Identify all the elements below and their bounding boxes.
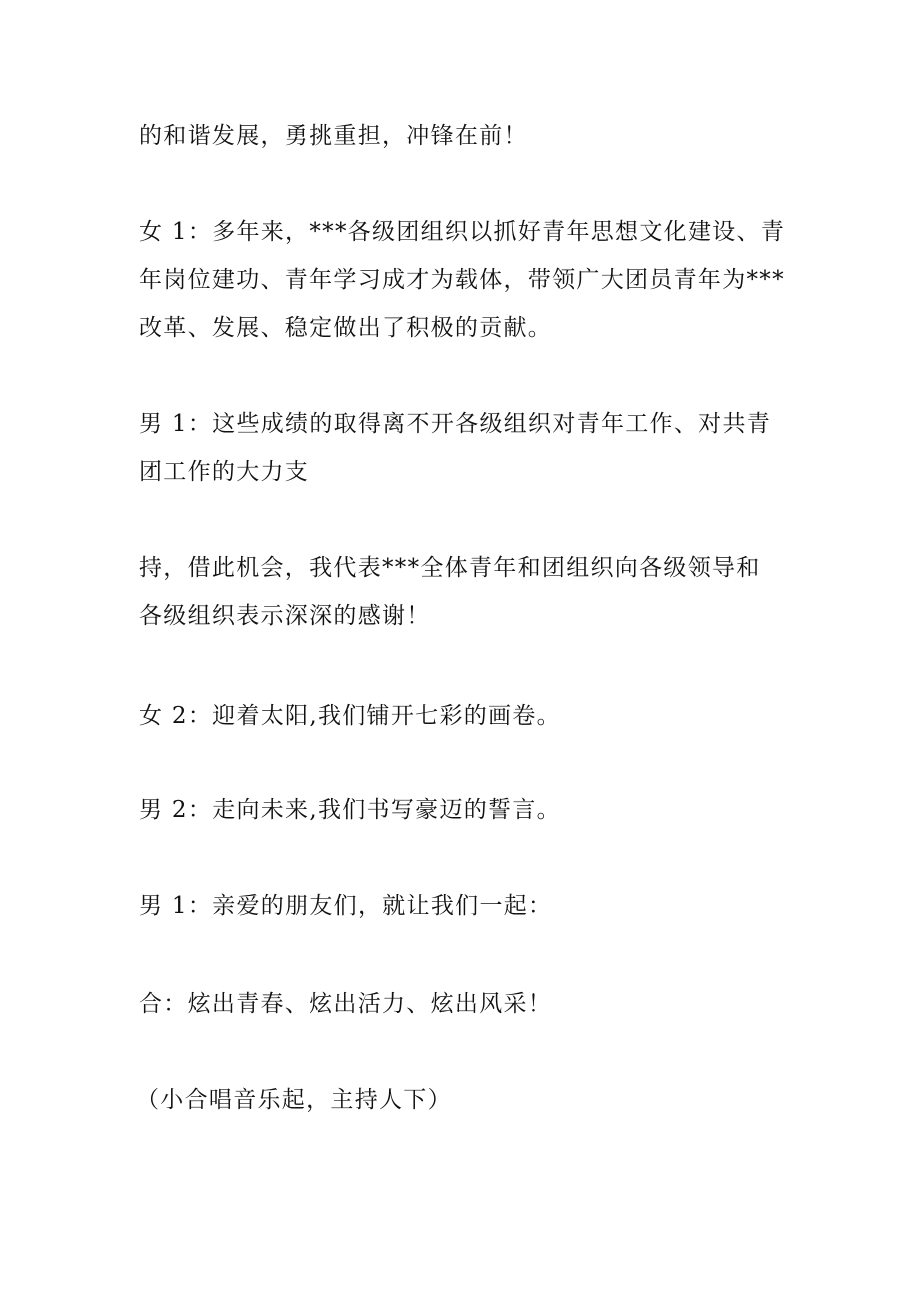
text-line: 男 2：走向未来,我们书写豪迈的誓言。	[139, 797, 561, 823]
text-line: 改革、发展、稳定做出了积极的贡献。	[139, 315, 553, 341]
text-line: 持，借此机会，我代表***全体青年和团组织向各级领导和	[139, 555, 761, 581]
paragraph-together	[139, 980, 789, 1028]
text-line: 团工作的大力支	[139, 459, 310, 485]
text-line: 女 2：迎着太阳,我们铺开七彩的画卷。	[139, 703, 561, 729]
text-line: 年岗位建功、青年学习成才为载体，带领广大团员青年为***	[139, 267, 785, 293]
text-line: （小合唱音乐起，主持人下）	[136, 1087, 452, 1113]
text-line: 男 1：这些成绩的取得离不开各级组织对青年工作、对共青	[139, 411, 772, 437]
paragraph-male2-speech	[139, 786, 789, 834]
paragraph-male1-invite	[139, 882, 789, 930]
text-line: 的和谐发展，勇挑重担，冲锋在前！	[139, 123, 528, 149]
text-line: 合：炫出青春、炫出活力、炫出风采！	[139, 991, 553, 1017]
paragraph-thanks	[139, 544, 789, 640]
paragraph-male1-speech	[139, 400, 789, 496]
text-line: 男 1：亲爱的朋友们，就让我们一起：	[139, 893, 553, 919]
paragraph-female2-speech	[139, 692, 789, 740]
paragraph-female1-speech	[139, 208, 789, 352]
paragraph-harmony	[139, 112, 789, 160]
text-line: 女 1：多年来，***各级团组织以抓好青年思想文化建设、青	[139, 219, 786, 245]
text-line: 各级组织表示深深的感谢！	[139, 603, 431, 629]
stage-direction	[136, 1076, 786, 1124]
